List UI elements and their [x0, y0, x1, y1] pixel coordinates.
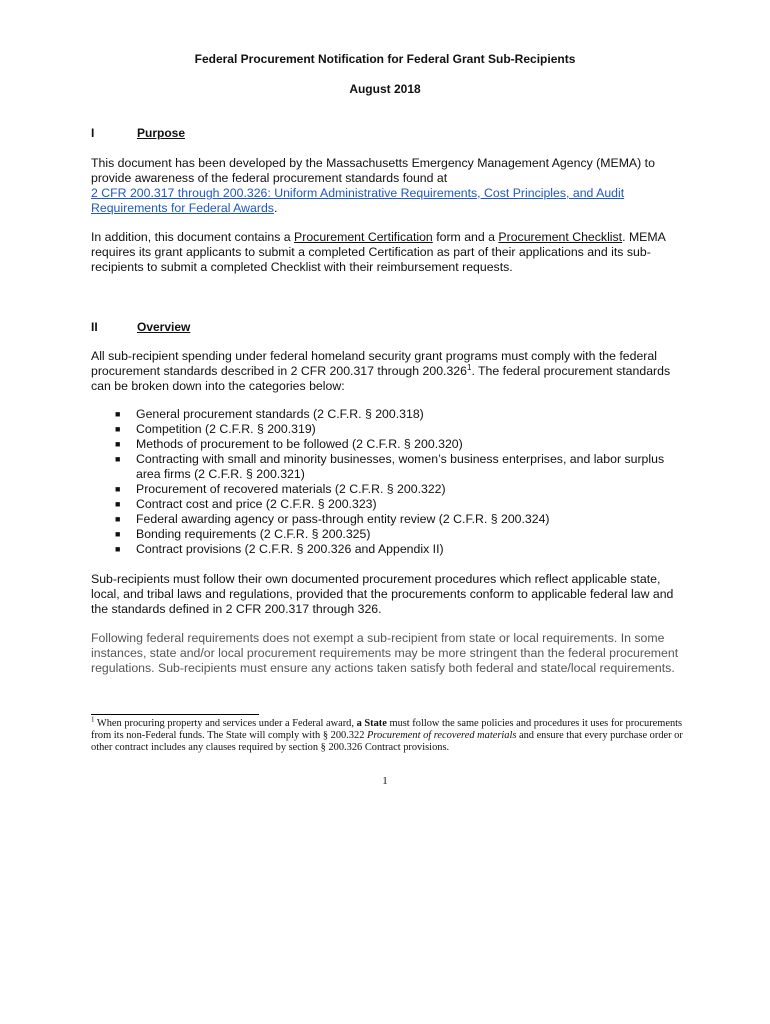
list-item-text: Procurement of recovered materials (2 C.F.R. § 200.322) [136, 482, 446, 496]
list-item-text: Bonding requirements (2 C.F.R. § 200.325) [136, 527, 371, 541]
bullet-icon: ■ [115, 424, 121, 434]
footnote-italic: Procurement of recovered materials [367, 730, 517, 741]
list-item [91, 512, 681, 527]
overview-text-a: All sub-recipient spending under federal homeland security grant programs must comply with the federal procurement standards described in 2 CFR 200.317 through 200.326 [91, 349, 657, 378]
footnote-text-c: and ensure that every purchase order or other contract includes any clauses required by section § 200.326 Contract provisions. [91, 730, 683, 753]
list-item-text: Competition (2 C.F.R. § 200.319) [136, 422, 316, 436]
list-item [91, 482, 681, 497]
footnote [91, 715, 691, 754]
section-number: II [91, 320, 98, 334]
list-item [91, 527, 681, 542]
list-item [91, 497, 681, 512]
footnote-bold: a State [356, 718, 387, 729]
list-item [91, 437, 681, 452]
overview-paragraph-3: Following federal requirements does not exempt a sub-recipient from state or local requirements. In some instances, state and/or local procurement requirements may be more stringent than the federal procurement regulations. Sub-recipients must ensure any actions taken satisfy both federal and state/local requirements. [91, 631, 679, 675]
overview-paragraph-2: Sub-recipients must follow their own documented procurement procedures which reflect applicable state, local, and tribal laws and regulations, provided that the procurements conform to applicable federal law and the standards defined in 2 CFR 200.317 through 326. [91, 572, 674, 616]
cfr-link[interactable]: 2 CFR 200.317 through 200.326: Uniform Administrative Requirements, Cost Principles, and Audit Requirements for Federal Awards [91, 186, 625, 215]
list-item [91, 422, 681, 437]
p2-text-c: . MEMA requires its grant applicants to submit a completed Certification as part of their applications and its sub-recipients to submit a completed Checklist with their reimbursement requests. [91, 230, 666, 274]
purpose-paragraph-2 [91, 230, 691, 275]
overview-paragraph-1 [91, 349, 691, 394]
purpose-end: . [273, 201, 278, 215]
bullet-icon: ■ [115, 514, 121, 524]
bullet-icon: ■ [115, 484, 121, 494]
overview-text-b: . The federal procurement standards can be broken down into the categories below: [91, 364, 671, 393]
purpose-text: This document has been developed by the Massachusetts Emergency Management Agency (MEMA) to provide awareness of the federal procurement standards found at [91, 156, 655, 185]
bullet-icon: ■ [115, 454, 121, 464]
section-purpose-heading [91, 126, 185, 140]
section-number: I [91, 126, 95, 140]
procurement-checklist-ref: Procurement Checklist [498, 230, 623, 244]
bullet-icon: ■ [115, 529, 121, 539]
bullet-icon: ■ [115, 409, 121, 419]
section-title: Overview [137, 320, 191, 334]
document-date: August 2018 [349, 82, 421, 96]
footnote-divider [91, 714, 259, 715]
page-number: 1 [382, 775, 388, 787]
footnote-text-b: must follow the same policies and procedures it uses for procurements from its non-Federal funds. The State will comply with § 200.322 [91, 718, 683, 741]
list-item-text: Methods of procurement to be followed (2 C.F.R. § 200.320) [136, 437, 463, 451]
list-item [91, 542, 681, 557]
footnote-text-a: When procuring property and services under a Federal award, [94, 718, 357, 729]
list-item-text: General procurement standards (2 C.F.R. § 200.318) [136, 407, 424, 421]
list-item [91, 452, 681, 482]
p2-text-a: In addition, this document contains a [91, 230, 295, 244]
list-item [91, 407, 681, 422]
section-overview-heading [91, 320, 190, 334]
bullet-icon: ■ [115, 499, 121, 509]
bullet-icon: ■ [115, 544, 121, 554]
list-item-text: Contracting with small and minority businesses, women’s business enterprises, and labor surplus area firms (2 C.F.R. § 200.321) [136, 452, 665, 481]
p2-text-b: form and a [432, 230, 499, 244]
list-item-text: Contract provisions (2 C.F.R. § 200.326 and Appendix II) [136, 542, 444, 556]
procurement-categories-list [91, 407, 681, 557]
procurement-certification-ref: Procurement Certification [294, 230, 433, 244]
purpose-paragraph-1 [91, 156, 691, 216]
section-title: Purpose [137, 126, 186, 140]
footnote-marker: 1 [466, 362, 472, 372]
list-item-text: Federal awarding agency or pass-through entity review (2 C.F.R. § 200.324) [136, 512, 550, 526]
list-item-text: Contract cost and price (2 C.F.R. § 200.323) [136, 497, 377, 511]
document-title: Federal Procurement Notification for Federal Grant Sub-Recipients [194, 52, 576, 66]
footnote-mark: 1 [91, 715, 95, 724]
bullet-icon: ■ [115, 439, 121, 449]
